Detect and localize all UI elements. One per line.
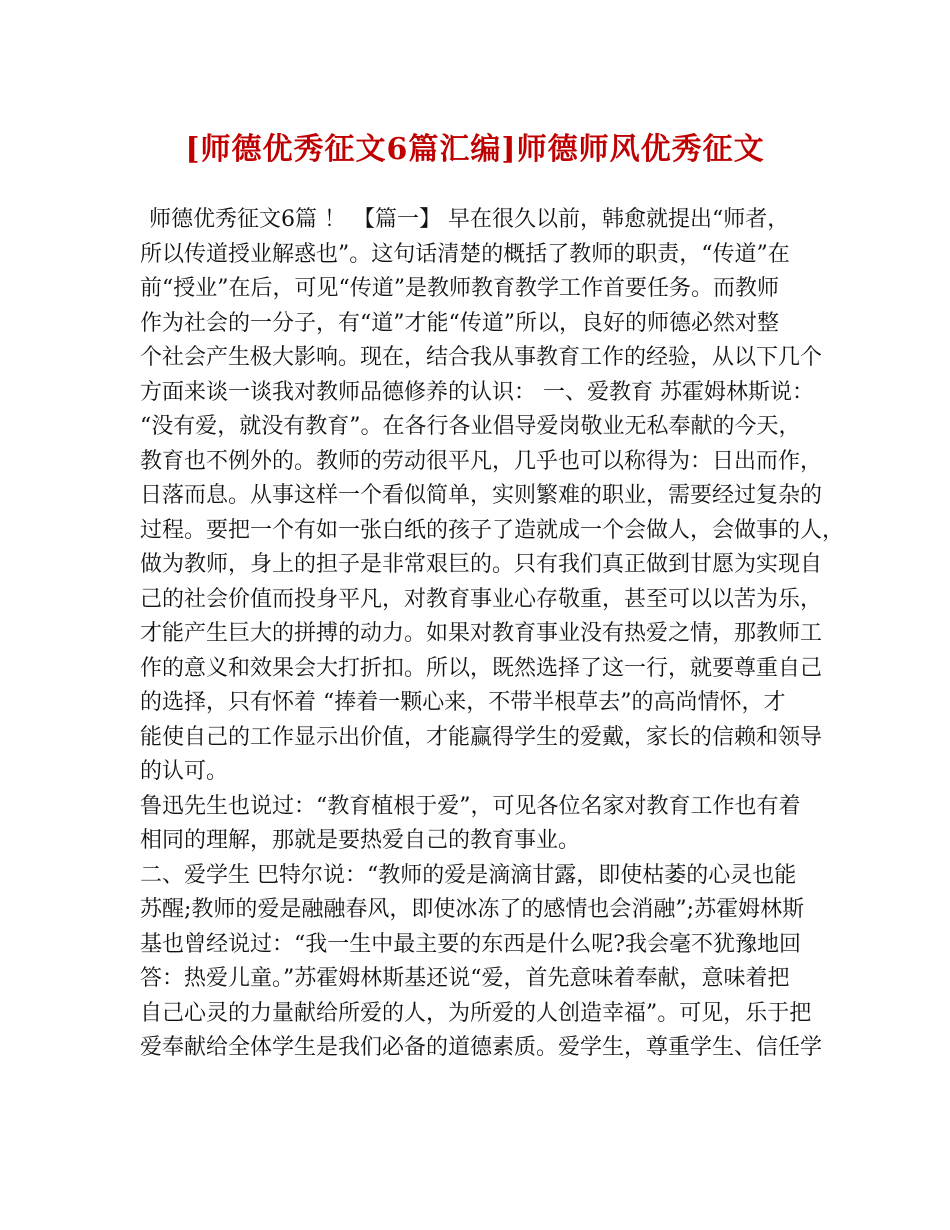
body-line: 自己心灵的力量献给所爱的人，为所爱的人创造幸福”。可见，乐于把 [140,1000,812,1026]
body-line: 答：热爱儿童。”苏霍姆林斯基还说“爱，首先意味着奉献，意味着把 [140,966,790,991]
body-line: 所以传道授业解惑也”。这句话清楚的概括了教师的职责，“传道”在 [140,241,790,267]
body-line: 基也曾经说过：“我一生中最主要的东西是什么呢?我会毫不犹豫地回 [140,931,802,957]
body-line: 的选择，只有怀着 “捧着一颗心来，不带半根草去”的高尚情怀，才 [140,690,786,715]
body-line: 能使自己的工作显示出价值，才能赢得学生的爱戴，家长的信赖和领导 [140,724,823,750]
body-line: 过程。要把一个有如一张白纸的孩子了造就成一个会做人，会做事的人， [140,517,845,543]
body-line: 鲁迅先生也说过：“教育植根于爱”，可见各位名家对教育工作也有着 [140,793,801,819]
body-line: 师德优秀征文6篇 ！ 【篇一】 早在很久以前，韩愈就提出“师者， [149,207,790,232]
body-line: 爱奉献给全体学生是我们必备的道德素质。爱学生，尊重学生、信任学 [140,1035,823,1060]
body-line: 作的意义和效果会大打折扣。所以，既然选择了这一行，就要尊重自己 [140,655,823,681]
body-line: 才能产生巨大的拼搏的动力。如果对教育事业没有热爱之情，那教师工 [140,621,823,646]
body-line: 的认可。 [140,759,229,784]
body-line: 个社会产生极大影响。现在，结合我从事教育工作的经验，从以下几个 [140,345,823,370]
body-line: “没有爱，就没有教育”。在各行各业倡导爱岗敬业无私奉献的今天， [140,414,801,439]
body-line: 教育也不例外的。教师的劳动很平凡，几乎也可以称得为：日出而作， [140,448,823,474]
body-line: 苏醒;教师的爱是融融春风，即使冰冻了的感情也会消融”;苏霍姆林斯 [140,897,805,922]
document-title: [师德优秀征文6篇汇编]师德师风优秀征文 [185,132,765,167]
body-line: 二、爱学生 巴特尔说：“教师的爱是滴滴甘露，即使枯萎的心灵也能 [140,862,797,888]
document-body [140,203,845,1066]
body-line: 做为教师，身上的担子是非常艰巨的。只有我们真正做到甘愿为实现自 [140,552,823,577]
body-line: 己的社会价值而投身平凡，对教育事业心存敬重，甚至可以以苦为乐， [140,586,823,612]
body-line: 日落而息。从事这样一个看似简单，实则繁难的职业，需要经过复杂的 [140,483,823,508]
body-line: 前“授业”在后，可见“传道”是教师教育教学工作首要任务。而教师 [140,276,779,301]
body-line: 方面来谈一谈我对教师品德修养的认识： 一、爱教育 苏霍姆林斯说： [140,379,814,405]
body-line: 作为社会的一分子，有“道”才能“传道”所以，良好的师德必然对整 [140,310,779,336]
body-line: 相同的理解，那就是要热爱自己的教育事业。 [140,828,581,853]
